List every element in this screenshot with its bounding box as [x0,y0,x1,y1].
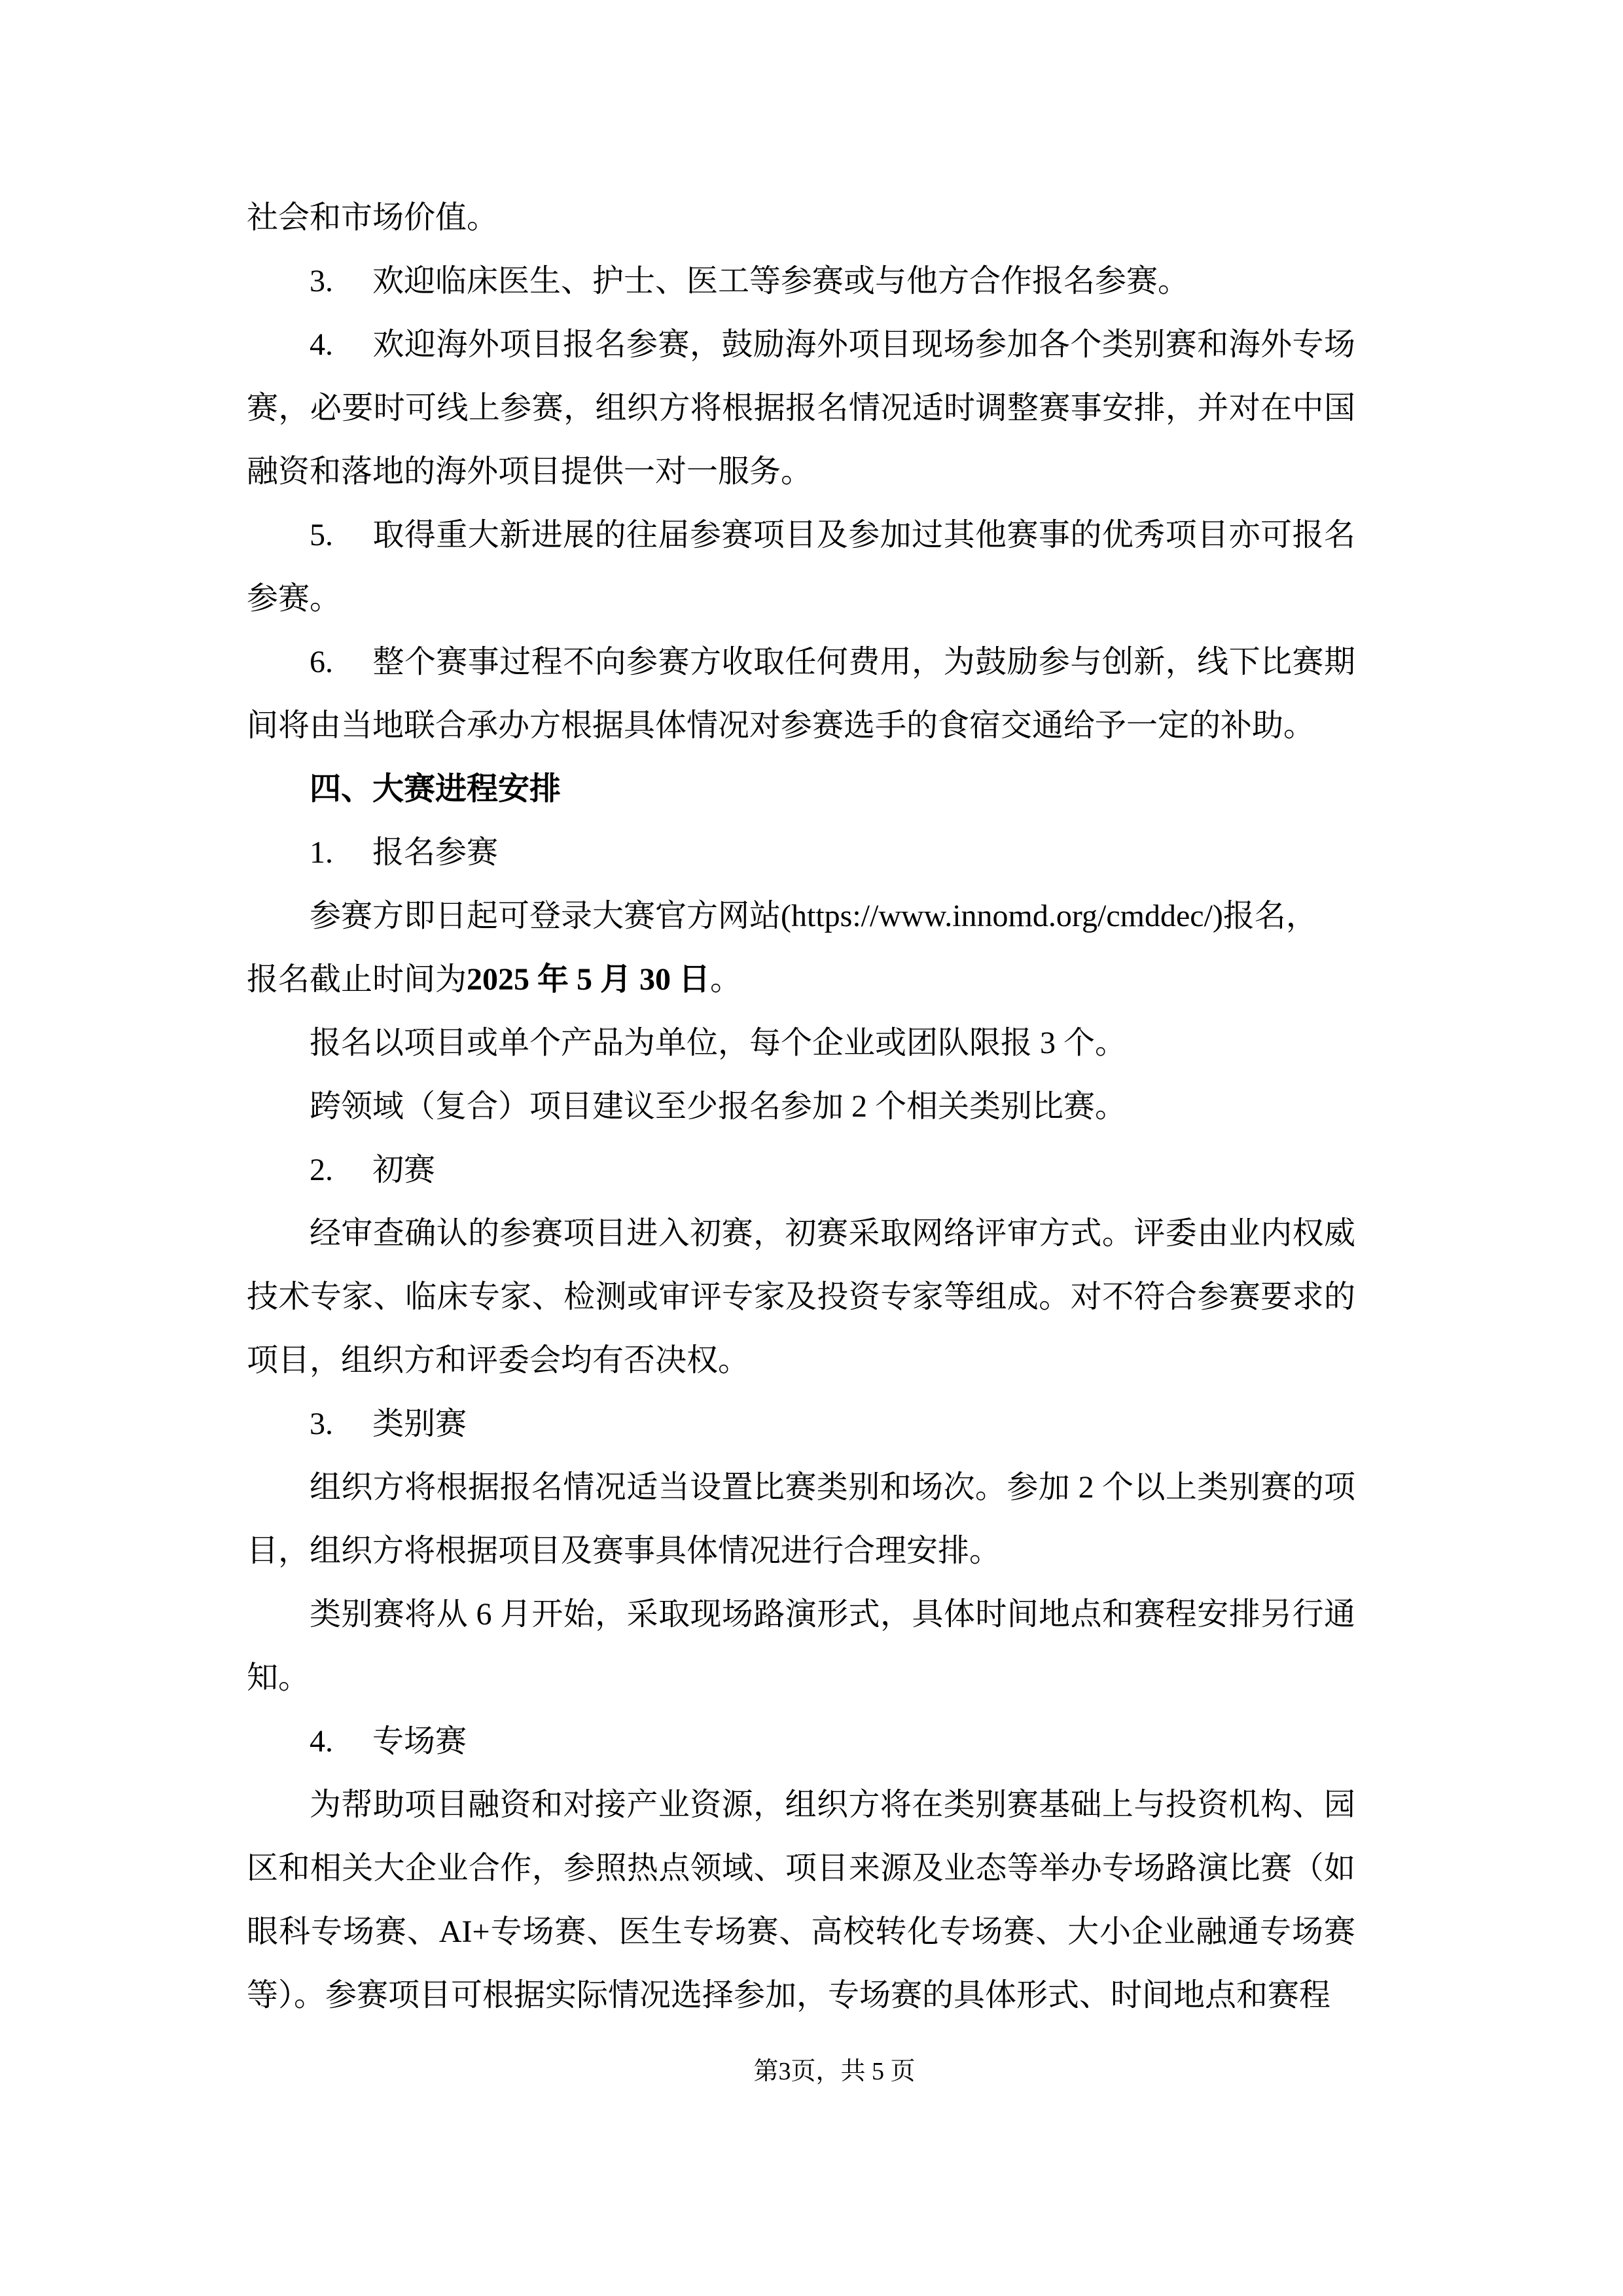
list-number: 2. [310,1153,333,1187]
text-run: 类别赛 [372,1407,467,1441]
list-number: 3. [310,1407,333,1441]
list-number: 6. [310,645,333,679]
paragraph [247,1202,1355,1392]
list-number: 1. [310,835,333,870]
text-run: 。 [710,962,742,997]
text-run: 社会和市场价值。 [247,200,499,235]
paragraph [247,884,1355,1011]
text-run: 报名以项目或单个产品为单位，每个企业或团队限报 3 个。 [310,1026,1127,1060]
bold-text-run: 2025 年 5 月 30 日 [467,962,711,997]
list-number: 5. [310,518,333,552]
paragraph [247,1773,1355,2027]
text-run: 参赛方即日起可登录大赛官方网站(https://www.innomd.org/cmddec/)报名， [310,899,1317,933]
text-run: 专场赛 [372,1724,467,1759]
text-run: 初赛 [372,1153,436,1187]
text-run: 欢迎海外项目报名参赛，鼓励海外项目现场参加各个类别赛和海外专场赛，必要时可线上参赛，组织方将根据报名情况适时调整赛事安排，并对在中国融资和落地的海外项目提供一对一服务。 [247,327,1355,489]
text-run: 跨领域（复合）项目建议至少报名参加 2 个相关类别比赛。 [310,1089,1127,1124]
numbered-paragraph [247,313,1355,503]
text-run: 报名截止时间为 [247,962,467,997]
list-number: 3. [310,264,333,298]
numbered-paragraph [247,821,1355,884]
paragraph [247,1075,1355,1138]
paragraph [247,1456,1355,1583]
numbered-paragraph [247,503,1355,630]
text-run: 类别赛将从 6 月开始，采取现场路演形式，具体时间地点和赛程安排另行通知。 [247,1597,1355,1695]
document-body [247,186,1355,2027]
text-run: 报名参赛 [372,835,499,870]
numbered-paragraph [247,249,1355,313]
numbered-paragraph [247,1138,1355,1202]
list-number: 4. [310,327,333,362]
text-run: 四、大赛进程安排 [310,772,562,806]
numbered-paragraph [247,1392,1355,1456]
paragraph [247,186,1355,249]
text-run: 组织方将根据报名情况适当设置比赛类别和场次。参加 2 个以上类别赛的项目，组织方将根据项目及赛事具体情况进行合理安排。 [247,1470,1355,1568]
list-number: 4. [310,1724,333,1759]
page-number: 第3页，共 5 页 [753,2058,916,2085]
paragraph [247,1583,1355,1710]
section-heading [247,757,1355,821]
text-run: 欢迎临床医生、护士、医工等参赛或与他方合作报名参赛。 [372,264,1190,298]
text-run: 经审查确认的参赛项目进入初赛，初赛采取网络评审方式。评委由业内权威技术专家、临床专家、检测或审评专家及投资专家等组成。对不符合参赛要求的项目，组织方和评委会均有否决权。 [247,1216,1355,1378]
text-run: 为帮助项目融资和对接产业资源，组织方将在类别赛基础上与投资机构、园区和相关大企业合作，参照热点领域、项目来源及业态等举办专场路演比赛（如眼科专场赛、AI+专场赛、医生专场赛、高校转化专场赛、大小企业融通专场赛等）。参赛项目可根据实际情况选择参加，专场赛的具体形式、时间地点和赛程 [247,1787,1355,2013]
text-run: 整个赛事过程不向参赛方收取任何费用，为鼓励参与创新，线下比赛期间将由当地联合承办方根据具体情况对参赛选手的食宿交通给予一定的补助。 [247,645,1355,743]
text-run: 取得重大新进展的往届参赛项目及参加过其他赛事的优秀项目亦可报名参赛。 [247,518,1355,616]
paragraph [247,1011,1355,1075]
numbered-paragraph [247,1710,1355,1773]
numbered-paragraph [247,630,1355,757]
page-footer [0,2056,1623,2087]
